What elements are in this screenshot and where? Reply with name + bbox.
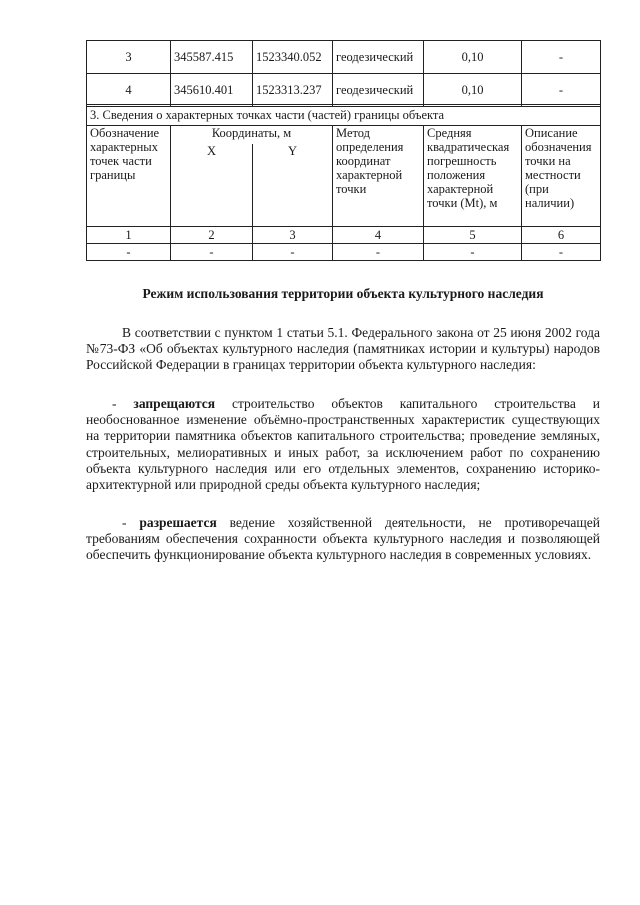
- intro-paragraph: В соответствии с пунктом 1 статьи 5.1. Федерального закона от 25 июня 2002 года №73-ФЗ «Об объектах культурного наследия (памятниках истории и культуры) народов Российской Федерации в границах территории объекта культурного наследия:: [86, 325, 600, 373]
- section-title: 3. Сведения о характерных точках части (частей) границы объекта: [87, 105, 601, 126]
- error: 0,10: [424, 74, 522, 107]
- prohibited-keyword: запрещаются: [133, 396, 216, 411]
- section-heading: Режим использования территории объекта культурного наследия: [142, 286, 544, 301]
- empty-cell: -: [522, 244, 601, 261]
- empty-cell: -: [424, 244, 522, 261]
- prohibited-paragraph: [86, 396, 600, 493]
- permitted-paragraph: [86, 515, 600, 564]
- column-number: 3: [253, 227, 333, 244]
- point-number: 3: [87, 41, 171, 74]
- method: геодезический: [333, 74, 424, 107]
- coord-x: 345587.415: [171, 41, 253, 74]
- description: -: [522, 74, 601, 107]
- permitted-text: ведение хозяйственной деятельности, не противоречащей требованиям обеспечения сохранности объекта культурного наследия и позволяющей обеспечить функционирование объекта культурного наследия в современных условиях.: [86, 515, 600, 563]
- header-method: Метод определения координат характерной точки: [333, 126, 424, 227]
- column-number: 1: [87, 227, 171, 244]
- empty-cell: -: [333, 244, 424, 261]
- empty-cell: -: [253, 244, 333, 261]
- method: геодезический: [333, 41, 424, 74]
- permitted-keyword: разрешается: [139, 515, 217, 530]
- column-number: 6: [522, 227, 601, 244]
- table-row: [87, 244, 601, 261]
- column-number: 2: [171, 227, 253, 244]
- empty-cell: -: [171, 244, 253, 261]
- description: -: [522, 41, 601, 74]
- header-x: X: [171, 144, 253, 227]
- section-title-row: [87, 105, 601, 126]
- header-coordinates: Координаты, м: [171, 126, 333, 145]
- point-number: 4: [87, 74, 171, 107]
- header-row: [87, 126, 601, 145]
- column-number: 5: [424, 227, 522, 244]
- error: 0,10: [424, 41, 522, 74]
- coord-y: 1523340.052: [253, 41, 333, 74]
- header-point-designation: Обозначение характерных точек части границы: [87, 126, 171, 227]
- prohibited-text: строительство объектов капитального строительства и необоснованное изменение объёмно-пространственных характеристик существующих на территории памятника объектов капитального строительства; проведение земляных, строительных, мелиоративных и иных работ, за исключением работ по сохранению объекта культурного наследия или его отдельных элементов, сохранению историко-архитектурной или природной среды объекта культурного наследия;: [86, 396, 600, 493]
- list-dash: -: [122, 515, 140, 530]
- column-numbers-row: [87, 227, 601, 244]
- header-description: Описание обозначения точки на местности (при наличии): [522, 126, 601, 227]
- part-boundary-points-table: [86, 104, 601, 261]
- empty-cell: -: [87, 244, 171, 261]
- coord-y: 1523313.237: [253, 74, 333, 107]
- coord-x: 345610.401: [171, 74, 253, 107]
- boundary-points-table: [86, 40, 601, 107]
- header-error: Средняя квадратическая погрешность положения характерной точки (Mt), м: [424, 126, 522, 227]
- list-dash: -: [112, 396, 134, 411]
- column-number: 4: [333, 227, 424, 244]
- header-y: Y: [253, 144, 333, 227]
- table-row: [87, 41, 601, 74]
- table-row: [87, 74, 601, 107]
